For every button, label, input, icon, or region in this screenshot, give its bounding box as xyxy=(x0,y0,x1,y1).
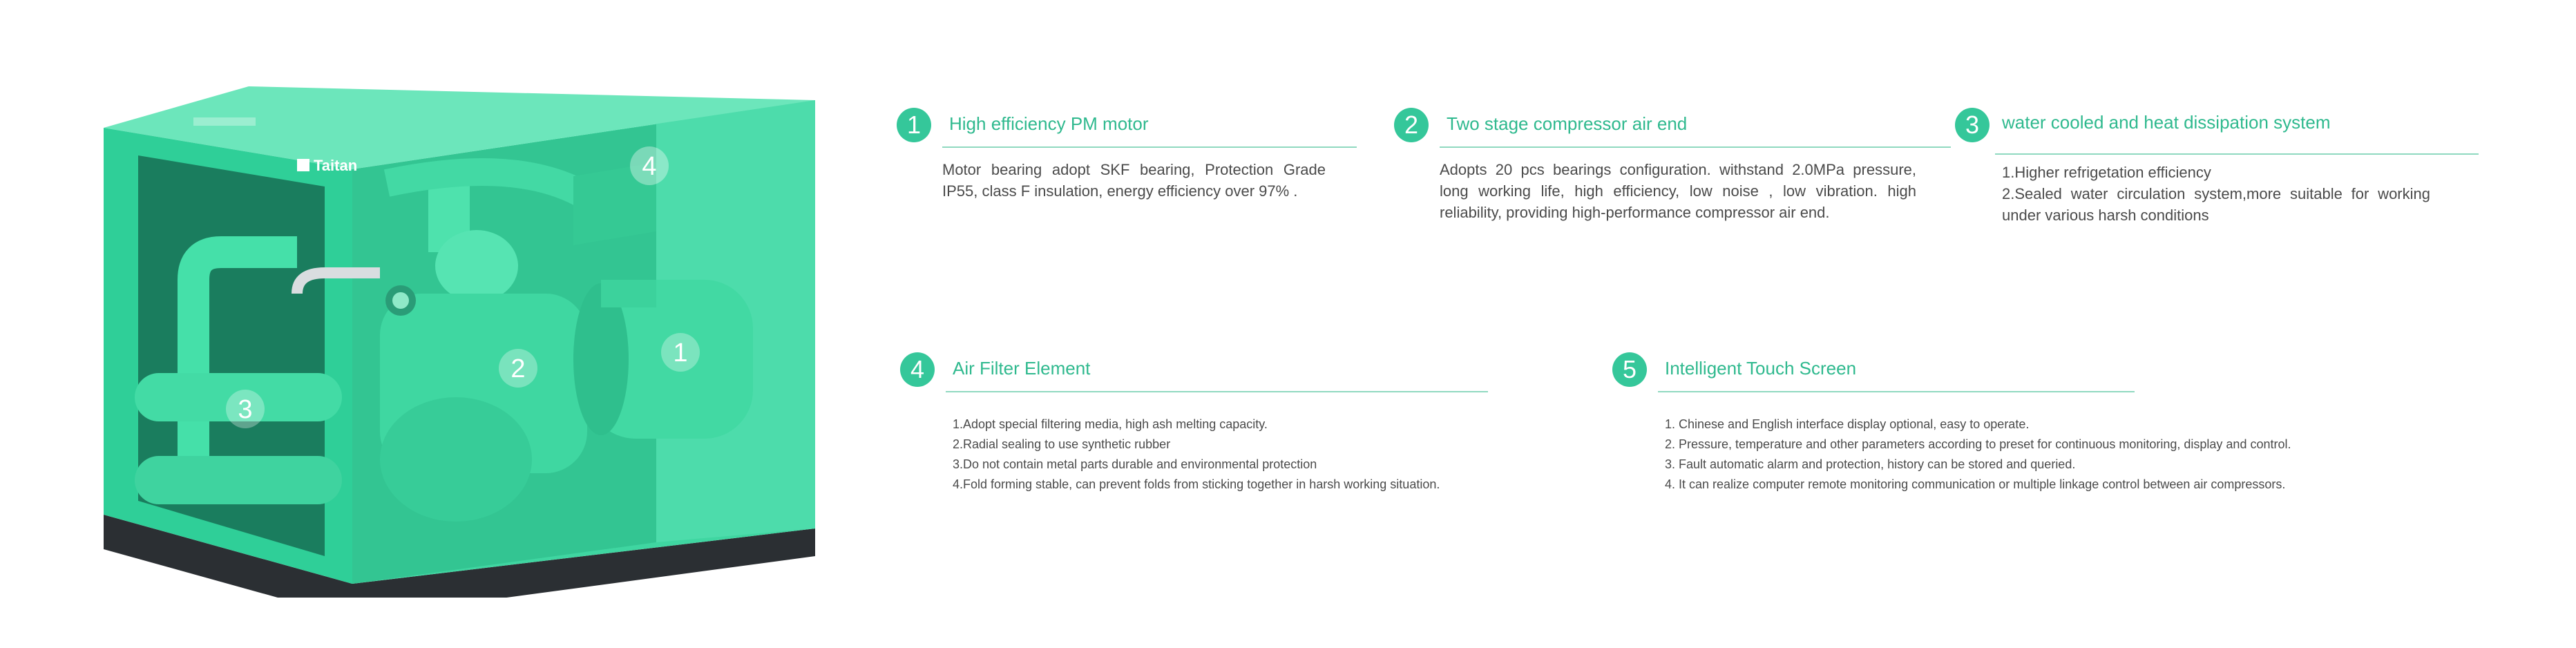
marker-4 xyxy=(630,146,669,185)
svg-text:1: 1 xyxy=(673,339,688,368)
feature-line: 1.Adopt special filtering media, high ash melting capacity. xyxy=(953,417,1268,431)
feature-title: High efficiency PM motor xyxy=(949,113,1149,134)
feature-line: 2.Radial sealing to use synthetic rubber xyxy=(953,437,1171,451)
feature-title: Air Filter Element xyxy=(953,358,1091,379)
feature-line: 4.Fold forming stable, can prevent folds from sticking together in harsh working situation. xyxy=(953,477,1440,491)
marker-1 xyxy=(661,333,700,372)
feature-line: 3. Fault automatic alarm and protection, history can be stored and queried. xyxy=(1665,457,2076,471)
compressor-svg xyxy=(90,73,836,598)
feature-line: 2.Sealed water circulation system,more suitable for working under various harsh conditions xyxy=(2002,185,2430,224)
feature-description: Adopts 20 pcs bearings configuration. withstand 2.0MPa pressure, long working life, high efficiency, low noise , low vibration. high reliability, providing high-performance compressor air end. xyxy=(1440,161,1916,221)
feature-number-badge: 2 xyxy=(1394,108,1429,142)
feature-title: Two stage compressor air end xyxy=(1447,113,1688,134)
feature-description: Motor bearing adopt SKF bearing, Protection Grade IP55, class F insulation, energy efficiency over 97% . xyxy=(942,161,1326,200)
feature-description xyxy=(1665,414,2291,495)
marker-2 xyxy=(499,349,537,388)
feature-title: water cooled and heat dissipation system xyxy=(2002,112,2331,133)
feature-line: 3.Do not contain metal parts durable and environmental protection xyxy=(953,457,1317,471)
feature-description xyxy=(2002,162,2430,226)
feature-line: 2. Pressure, temperature and other parameters according to preset for continuous monitoring, display and control. xyxy=(1665,437,2291,451)
feature-number-badge: 5 xyxy=(1612,352,1647,387)
feature-title: Intelligent Touch Screen xyxy=(1665,358,1857,379)
air-compressor-illustration xyxy=(90,73,836,598)
svg-text:3: 3 xyxy=(238,395,253,424)
feature-number-badge: 3 xyxy=(1955,108,1990,142)
feature-line: 1. Chinese and English interface display optional, easy to operate. xyxy=(1665,417,2030,431)
title-divider xyxy=(946,391,1488,392)
feature-line: 1.Higher refrigetation efficiency xyxy=(2002,164,2211,181)
svg-text:4: 4 xyxy=(642,152,657,181)
title-divider xyxy=(1658,391,2135,392)
title-divider xyxy=(942,146,1357,148)
feature-number-badge: 1 xyxy=(897,108,931,142)
feature-description xyxy=(953,414,1440,495)
brand-logo: Taitan xyxy=(314,157,358,174)
title-divider xyxy=(1995,153,2479,155)
marker-3 xyxy=(226,390,265,428)
feature-line: 4. It can realize computer remote monitoring communication or multiple linkage control between air compressors. xyxy=(1665,477,2286,491)
svg-text:2: 2 xyxy=(511,354,526,383)
feature-number-badge: 4 xyxy=(900,352,935,387)
title-divider xyxy=(1440,146,1951,148)
